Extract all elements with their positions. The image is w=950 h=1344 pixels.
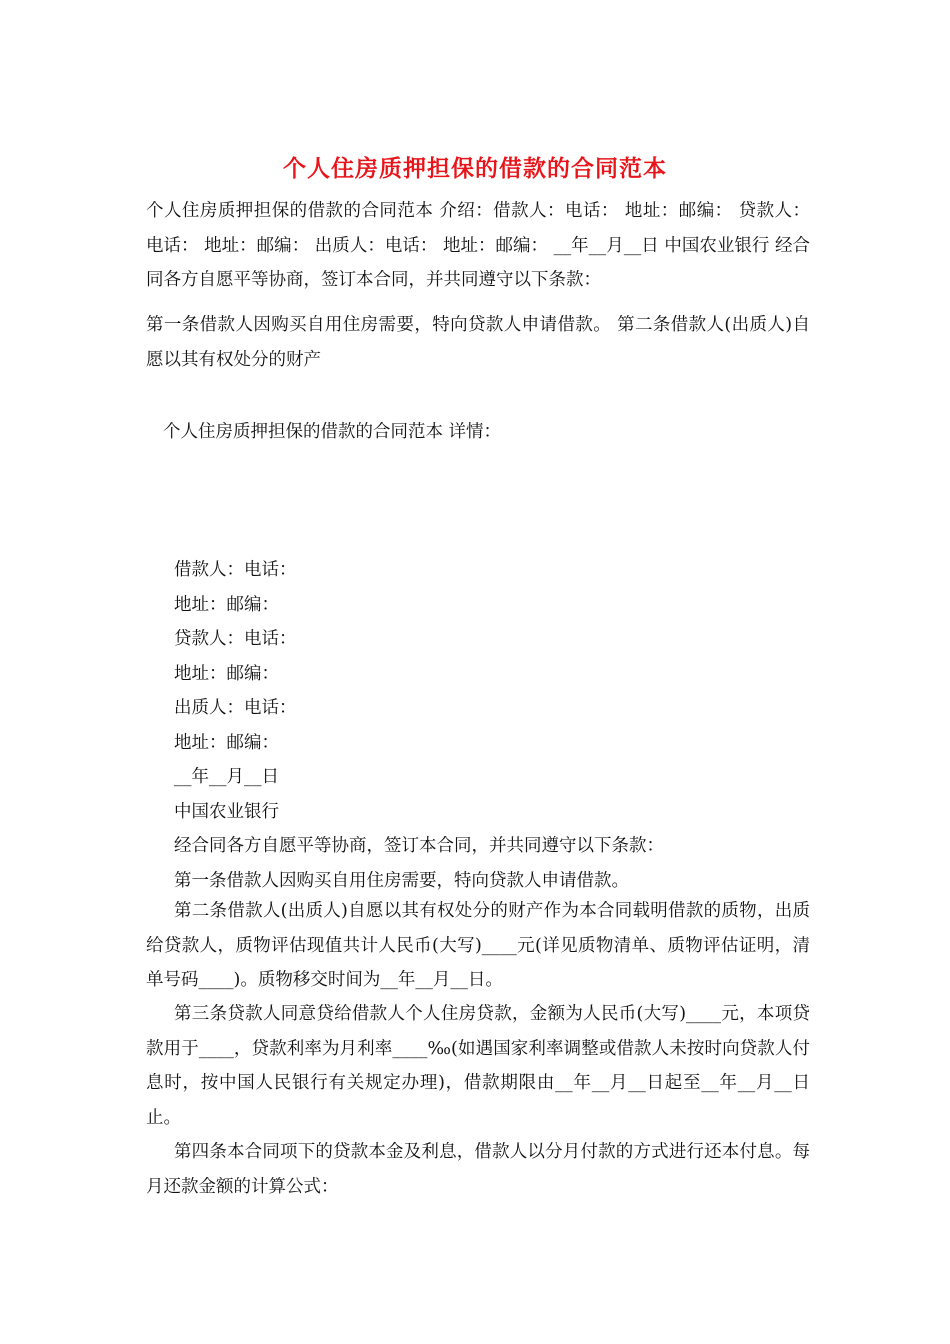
field-date: __年__月__日 — [174, 767, 279, 787]
field-pledgor-phone: 出质人：电话： — [174, 698, 297, 718]
field-agreement: 经合同各方自愿平等协商，签订本合同，并共同遵守以下条款： — [174, 836, 664, 856]
clause-1: 第一条借款人因购买自用住房需要，特向贷款人申请借款。 — [174, 871, 629, 891]
summary-paragraph: 个人住房质押担保的借款的合同范本 介绍：借款人：电话： 地址：邮编： 贷款人：电话： 地址：邮编： 出质人：电话： 地址：邮编： __年__月__日 中国农业银行 经合同各方自愿平等协商，签订本合同，并共同遵守以下条款： — [146, 201, 810, 290]
clause-4: 第四条本合同项下的贷款本金及利息，借款人以分月付款的方式进行还本付息。每月还款金额的计算公式： — [146, 1142, 810, 1197]
clause-2: 第二条借款人(出质人)自愿以其有权处分的财产作为本合同载明借款的质物，出质给贷款人，质物评估现值共计人民币(大写)____元(详见质物清单、质物评估证明，清单号码____)。质物移交时间为__年__月__日。 — [146, 901, 810, 990]
summary-paragraph-2: 第一条借款人因购买自用住房需要，特向贷款人申请借款。 第二条借款人(出质人)自愿以其有权处分的财产 — [146, 315, 810, 370]
field-pledgor-address: 地址：邮编： — [174, 733, 279, 753]
clause-3: 第三条贷款人同意贷给借款人个人住房贷款，金额为人民币(大写)____元，本项贷款用于____，贷款利率为月利率____‰(如遇国家利率调整或借款人未按时向贷款人付息时，按中国人民银行有关规定办理)，借款期限由__年__月__日起至__年__月__日止。 — [146, 1004, 810, 1128]
document-title: 个人住房质押担保的借款的合同范本 — [283, 155, 667, 182]
field-borrower-address: 地址：邮编： — [174, 595, 279, 615]
field-borrower-phone: 借款人：电话： — [174, 560, 297, 580]
field-bank: 中国农业银行 — [174, 802, 279, 822]
details-heading: 个人住房质押担保的借款的合同范本 详情： — [163, 422, 502, 442]
field-lender-address: 地址：邮编： — [174, 664, 279, 684]
field-lender-phone: 贷款人：电话： — [174, 629, 297, 649]
